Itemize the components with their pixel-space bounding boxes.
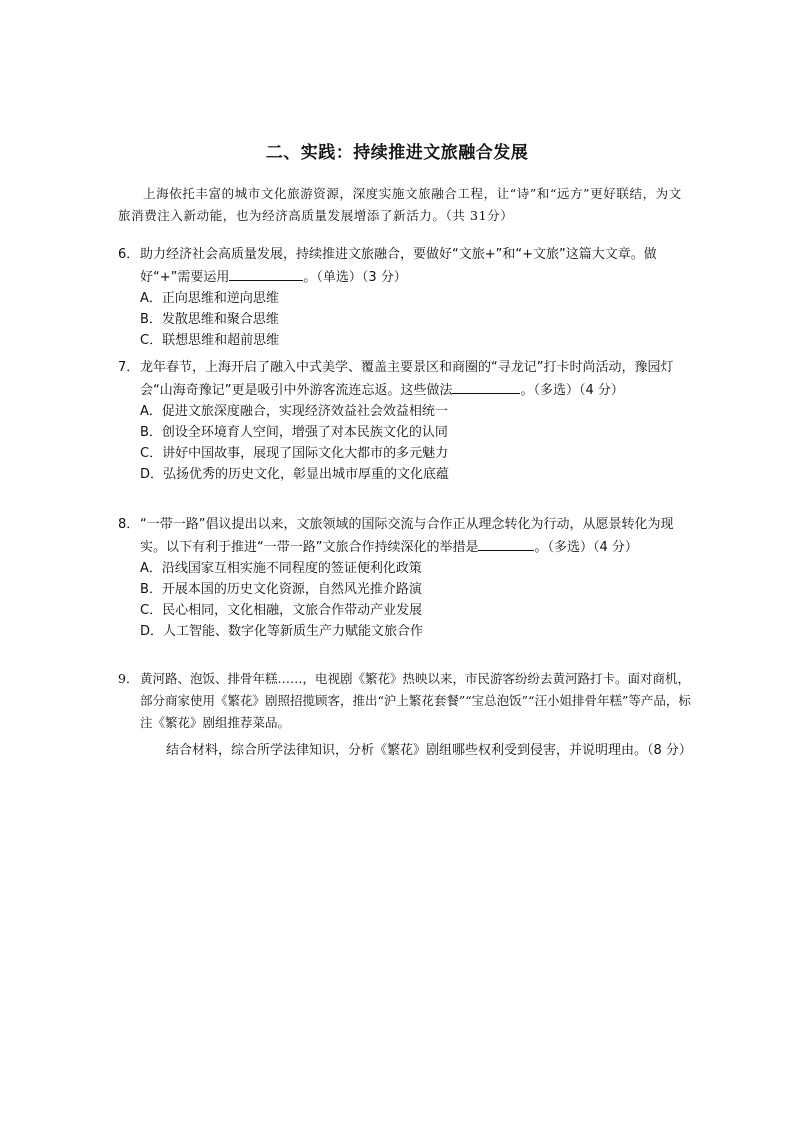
answer-blank [452,378,520,394]
option-a: A．促进文旅深度融合，实现经济效益社会效益相统一 [140,404,448,419]
question-9-task: 结合材料，综合所学法律知识，分析《繁花》剧组哪些权利受到侵害，并说明理由。（8 分） [166,743,692,758]
option-b: B．发散思维和聚合思维 [140,312,279,327]
question-7 [118,357,694,485]
option-c: C．联想思维和超前思维 [140,333,280,348]
section-intro [118,183,694,227]
question-number: 7． [118,360,140,375]
option-c: C．讲好中国故事，展现了国际文化大都市的多元魅力 [140,446,449,461]
question-8-stem: 8．“一带一路”倡议提出以来，文旅领域的国际交流与合作正从理念转化为行动，从愿景转化为现实。以下有利于推进“一带一路”文旅合作持续深化的举措是 。（多选）（4 分） [118,514,694,558]
option-c: C．民心相同，文化相融，文旅合作带动产业发展 [140,603,423,618]
question-6 [118,244,694,351]
question-number: 9． [118,671,139,686]
option-b: B．创设全环境育人空间，增强了对本民族文化的认同 [140,425,448,440]
question-6-stem: 6．助力经济社会高质量发展，持续推进文旅融合，要做好“文旅+”和“+文旅”这篇大文章。做好“+”需要运用 。（单选）（3 分） [118,244,694,288]
option-a: A．沿线国家互相实施不同程度的签证便利化政策 [140,561,422,576]
question-9 [118,668,694,761]
answer-blank [229,265,303,281]
question-9-material: 9． 黄河路、泡饭、排骨年糕……，电视剧《繁花》热映以来，市民游客纷纷去黄河路打卡。面对商机，部分商家使用《繁花》剧照招揽顾客，推出“沪上繁花套餐”“宝总泡饭”“汪小姐排骨年糕”等产品，标注《繁花》剧组推荐菜品。 [118,668,694,734]
question-number: 6． [118,247,140,262]
option-b: B．开展本国的历史文化资源，自然风光推介路演 [140,582,422,597]
question-8 [118,514,694,642]
question-7-stem: 7．龙年春节，上海开启了融入中式美学、覆盖主要景区和商圈的“寻龙记”打卡时尚活动，豫园灯会“山海奇豫记”更是吸引中外游客流连忘返。这些做法 。（多选）（4 分） [118,357,694,401]
option-d: D．弘扬优秀的历史文化，彰显出城市厚重的文化底蕴 [140,467,450,482]
option-d: D．人工智能、数字化等新质生产力赋能文旅合作 [140,624,424,639]
intro-text: 上海依托丰富的城市文化旅游资源，深度实施文旅融合工程，让“诗”和“远方”更好联结，为文旅消费注入新动能，也为经济高质量发展增添了新活力。（共 31分） [118,186,682,223]
question-number: 8． [118,517,140,532]
option-a: A．正向思维和逆向思维 [140,291,279,306]
answer-blank [478,535,534,551]
section-title: 二、实践：持续推进文旅融合发展 [265,143,529,163]
